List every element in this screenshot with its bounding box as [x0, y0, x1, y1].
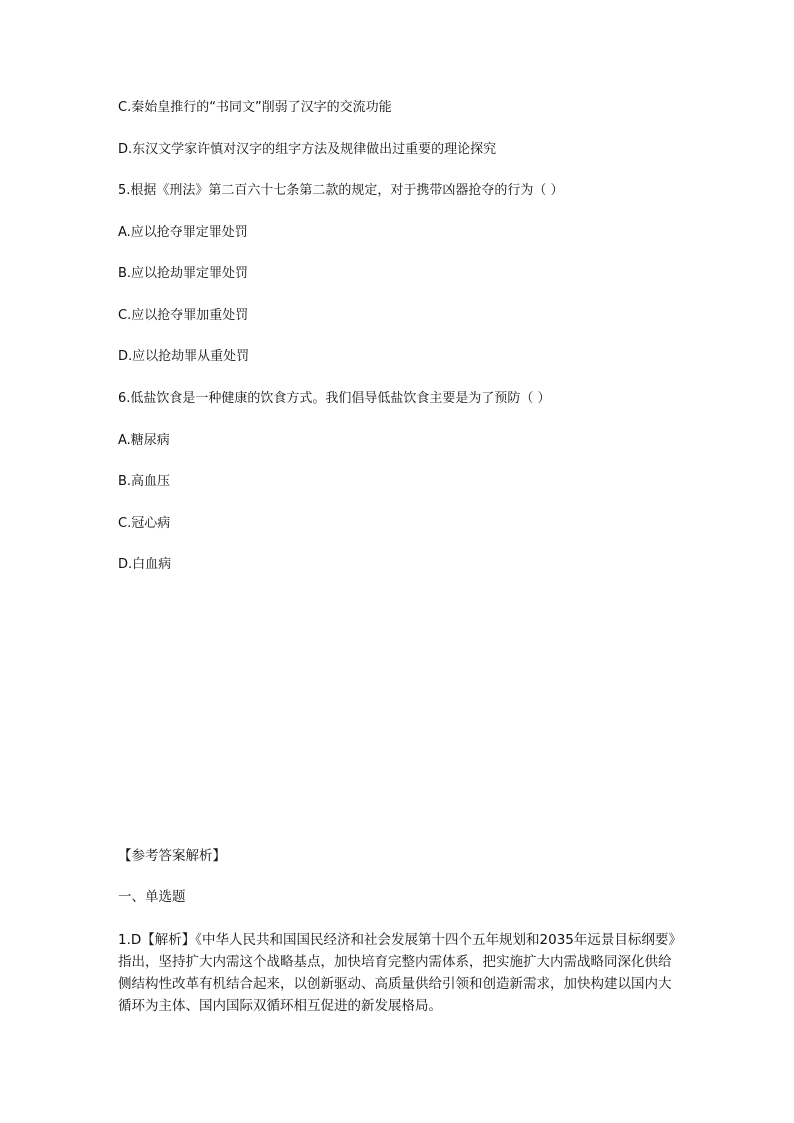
q6-option-b: B.高血压 — [118, 474, 171, 489]
q5-option-c: C.应以抢夺罪加重处罚 — [118, 308, 249, 323]
q6-option-c: C.冠心病 — [118, 516, 171, 531]
q5-option-a: A.应以抢夺罪定罪处罚 — [118, 225, 248, 240]
answers-heading: 【参考答案解析】 — [118, 848, 226, 864]
q6-option-d: D.白血病 — [118, 557, 172, 572]
q6-stem: 6.低盐饮食是一种健康的饮食方式。我们倡导低盐饮食主要是为了预防（ ） — [118, 391, 551, 406]
answers-section-title: 一、单选题 — [118, 889, 186, 905]
q5-stem: 5.根据《刑法》第二百六十七条第二款的规定，对于携带凶器抢夺的行为（ ） — [118, 183, 564, 198]
q6-option-a: A.糖尿病 — [118, 433, 170, 448]
answer-1-explanation: 1.D【解析】《中华人民共和国国民经济和社会发展第十四个五年规划和2035年远景目标纲要》指出，坚持扩大内需这个战略基点，加快培育完整内需体系，把实施扩大内需战略同深化供给侧结构性改革有机结合起来，以创新驱动、高质量供给引领和创造新需求，加快构建以国内大循环为主体、国内国际双循环相互促进的新发展格局。 — [118, 932, 676, 1014]
q4-option-d: D.东汉文学家许慎对汉字的组字方法及规律做出过重要的理论探究 — [118, 142, 497, 157]
q4-option-c: C.秦始皇推行的“书同文”削弱了汉字的交流功能 — [118, 100, 392, 115]
q5-option-b: B.应以抢劫罪定罪处罚 — [118, 266, 249, 281]
q5-option-d: D.应以抢劫罪从重处罚 — [118, 349, 250, 364]
